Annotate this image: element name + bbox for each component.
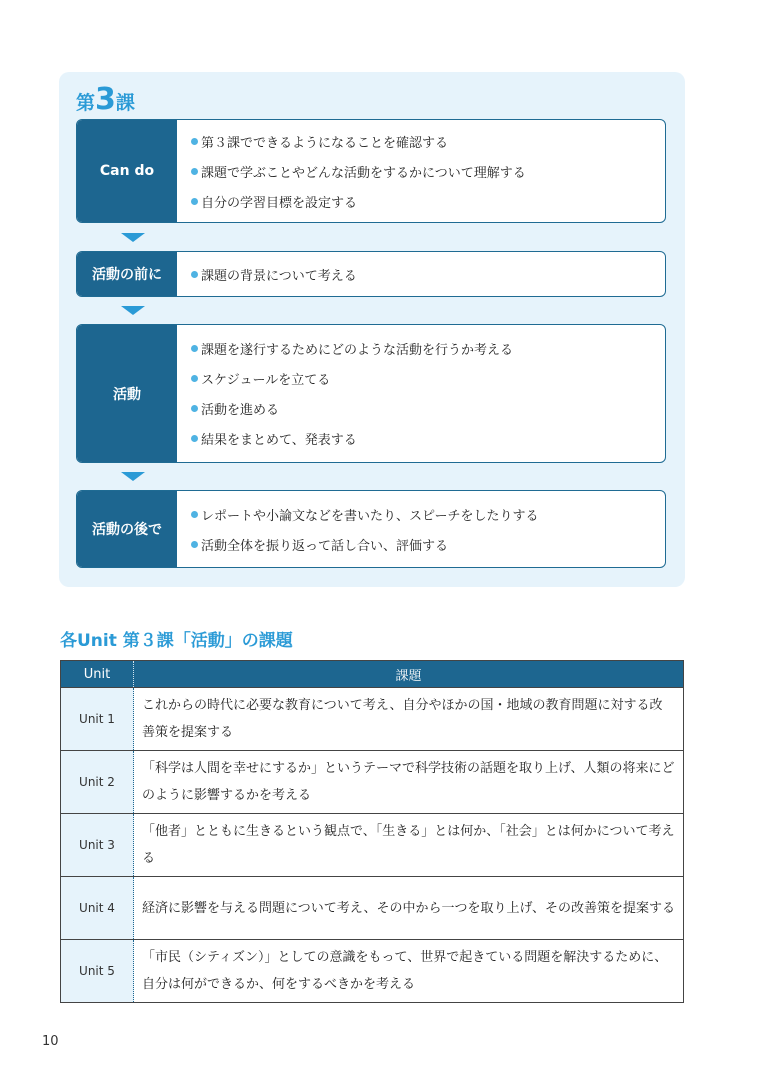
bullet-dot-icon <box>191 198 198 205</box>
column-header-unit: Unit <box>61 661 134 688</box>
stage-after-activity <box>76 490 666 568</box>
down-arrow-icon <box>121 306 145 315</box>
bullet-dot-icon <box>191 541 198 548</box>
stage-activity <box>76 324 666 463</box>
stage-head: 活動の前に <box>77 252 177 296</box>
stage-head: 活動 <box>77 325 177 462</box>
lesson-title-number: 3 <box>95 82 116 117</box>
unit-cell: Unit 3 <box>61 814 134 877</box>
bullet-dot-icon <box>191 405 198 412</box>
stage-item-text: 自分の学習目標を設定する <box>201 195 358 211</box>
table-header-row <box>61 661 684 688</box>
stage-head: Can do <box>77 120 177 222</box>
lesson-title <box>76 82 135 117</box>
stage-item <box>191 186 526 216</box>
bullet-dot-icon <box>191 435 198 442</box>
stage-item-text: 結果をまとめて、発表する <box>201 433 357 448</box>
bullet-dot-icon <box>191 138 198 145</box>
stage-item-text: レポートや小論文などを書いたり、スピーチをしたりする <box>201 508 539 524</box>
lesson-title-suffix: 課 <box>115 92 135 114</box>
stage-item-text: スケジュールを立てる <box>201 373 331 388</box>
stage-item <box>191 529 538 559</box>
stage-item <box>191 126 526 156</box>
task-cell: 「市民（シティズン）」としての意識をもって、世界で起きている問題を解決するために、自分は何ができるか、何をするべきかを考える <box>134 940 684 1003</box>
unit-task-table <box>60 660 684 1003</box>
stage-item-text: 課題の背景について考える <box>201 268 357 284</box>
stage-item <box>191 334 513 364</box>
table-row <box>61 940 684 1003</box>
stage-item-text: 第３課でできるようになることを確認する <box>201 135 449 151</box>
task-cell: 経済に影響を与える問題について考え、その中から一つを取り上げ、その改善策を提案する <box>134 877 684 940</box>
stage-item <box>191 364 513 394</box>
section-title: 各Unit 第３課「活動」の課題 <box>60 631 293 651</box>
stage-item-text: 課題で学ぶことやどんな活動をするかについて理解する <box>201 165 526 181</box>
stage-item <box>191 424 513 454</box>
stage-before-activity <box>76 251 666 297</box>
unit-cell: Unit 4 <box>61 877 134 940</box>
stage-item-text: 課題を遂行するためにどのような活動を行うか考える <box>201 343 514 358</box>
stage-item <box>191 259 357 289</box>
lesson-title-prefix: 第 <box>76 92 96 114</box>
stage-can-do <box>76 119 666 223</box>
stage-item <box>191 394 513 424</box>
table-row <box>61 688 684 751</box>
task-cell: これからの時代に必要な教育について考え、自分やほかの国・地域の教育問題に対する改善策を提案する <box>142 698 663 740</box>
bullet-dot-icon <box>191 271 198 278</box>
task-cell: 「他者」とともに生きるという観点で、「生きる」とは何か、「社会」とは何かについて考える <box>134 814 684 877</box>
bullet-dot-icon <box>191 345 198 352</box>
stage-items <box>177 325 513 462</box>
stage-item-text: 活動を進める <box>201 403 280 418</box>
stage-items <box>177 252 357 296</box>
table-row <box>61 814 684 877</box>
unit-cell: Unit 1 <box>61 688 134 751</box>
table-row <box>61 751 684 814</box>
stage-head: 活動の後で <box>77 491 177 567</box>
stage-item-text: 活動全体を振り返って話し合い、評価する <box>201 538 449 554</box>
task-cell: 「科学は人間を幸せにするか」というテーマで科学技術の話題を取り上げ、人類の将来にどのように影響するかを考える <box>134 751 684 814</box>
unit-cell: Unit 2 <box>61 751 134 814</box>
column-header-task: 課題 <box>134 661 684 688</box>
bullet-dot-icon <box>191 168 198 175</box>
stage-items <box>177 120 526 222</box>
down-arrow-icon <box>121 233 145 242</box>
table-row <box>61 877 684 940</box>
unit-cell: Unit 5 <box>61 940 134 1003</box>
page-number: 10 <box>42 1034 59 1049</box>
down-arrow-icon <box>121 472 145 481</box>
stage-item <box>191 499 538 529</box>
stage-items <box>177 491 538 567</box>
bullet-dot-icon <box>191 511 198 518</box>
stage-item <box>191 156 526 186</box>
bullet-dot-icon <box>191 375 198 382</box>
